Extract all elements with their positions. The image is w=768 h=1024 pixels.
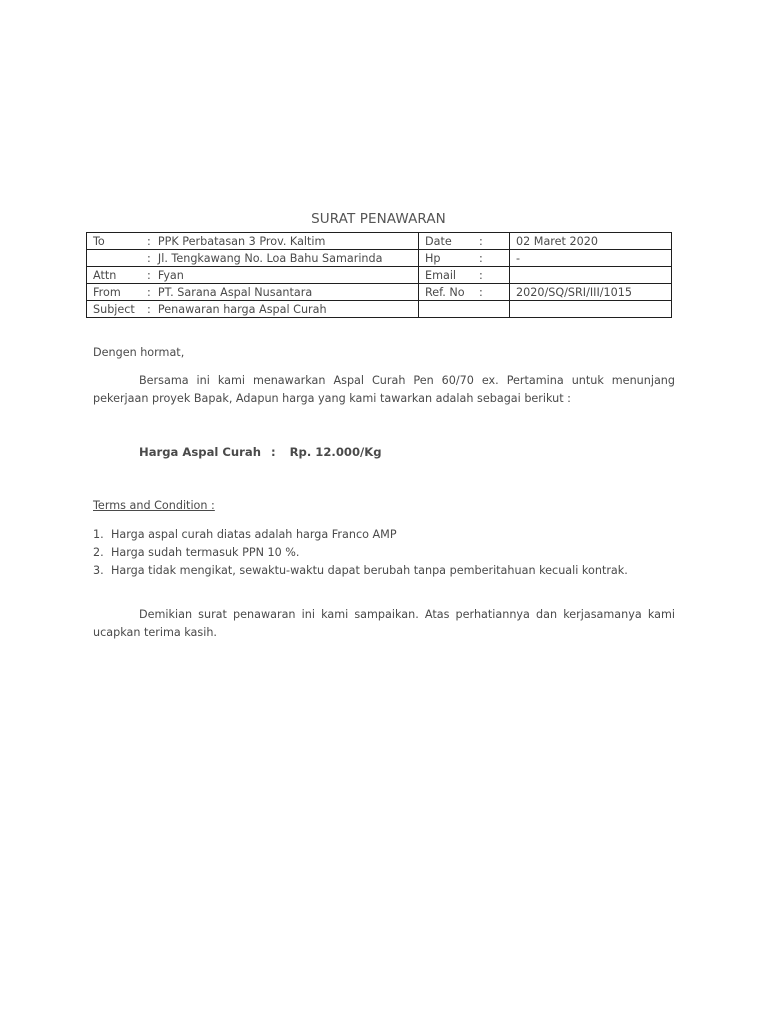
term-text: Harga aspal curah diatas adalah harga Franco AMP bbox=[111, 528, 397, 541]
header-cell-label2 bbox=[419, 301, 510, 318]
header-value: Penawaran harga Aspal Curah bbox=[157, 302, 327, 316]
header-colon: : bbox=[147, 234, 151, 248]
list-item bbox=[93, 562, 628, 580]
header-cell-label-value bbox=[87, 267, 419, 284]
intro-paragraph-text: Bersama ini kami menawarkan Aspal Curah Pen 60/70 ex. Pertamina untuk menunjang pekerjaan proyek Bapak, Adapun harga yang kami tawarkan adalah sebagai berikut : bbox=[93, 374, 675, 405]
header-label: Subject bbox=[93, 302, 135, 316]
list-item bbox=[93, 544, 628, 562]
header-cell-value2: - bbox=[510, 250, 672, 267]
header-label: From bbox=[93, 285, 121, 299]
header-cell-label2 bbox=[419, 267, 510, 284]
header-cell-value2 bbox=[510, 267, 672, 284]
header-row bbox=[87, 250, 672, 267]
header-colon: : bbox=[479, 285, 483, 299]
price-label: Harga Aspal Curah bbox=[139, 445, 261, 459]
header-cell-value2 bbox=[510, 301, 672, 318]
intro-paragraph bbox=[93, 372, 675, 408]
header-value: Fyan bbox=[157, 268, 184, 282]
term-text: Harga tidak mengikat, sewaktu-waktu dapat berubah tanpa pemberitahuan kecuali kontrak. bbox=[111, 564, 628, 577]
header-cell-label-value bbox=[87, 233, 419, 250]
term-text: Harga sudah termasuk PPN 10 %. bbox=[111, 546, 300, 559]
price-separator: : bbox=[270, 445, 276, 459]
header-cell-label-value bbox=[87, 301, 419, 318]
header-row bbox=[87, 301, 672, 318]
terms-title: Terms and Condition : bbox=[93, 499, 215, 512]
header-colon: : bbox=[147, 285, 151, 299]
document-title: SURAT PENAWARAN bbox=[311, 211, 446, 227]
term-number: 3. bbox=[93, 564, 104, 577]
header-row bbox=[87, 233, 672, 250]
header-cell-label2 bbox=[419, 250, 510, 267]
header-cell-label-value bbox=[87, 250, 419, 267]
header-label2: Ref. No bbox=[425, 285, 465, 299]
header-label2: Hp bbox=[425, 251, 441, 265]
header-cell-value2: 2020/SQ/SRI/III/1015 bbox=[510, 284, 672, 301]
header-value: PT. Sarana Aspal Nusantara bbox=[157, 285, 313, 299]
price-value: Rp. 12.000/Kg bbox=[289, 445, 382, 459]
closing-paragraph-text: Demikian surat penawaran ini kami sampaikan. Atas perhatiannya dan kerjasamanya kami ucapkan terima kasih. bbox=[93, 608, 675, 639]
header-row bbox=[87, 267, 672, 284]
header-cell-label2 bbox=[419, 233, 510, 250]
header-colon: : bbox=[147, 251, 151, 265]
header-value: PPK Perbatasan 3 Prov. Kaltim bbox=[157, 234, 326, 248]
header-colon: : bbox=[147, 302, 151, 316]
header-label2: Date bbox=[425, 234, 452, 248]
header-cell-value2: 02 Maret 2020 bbox=[510, 233, 672, 250]
greeting: Dengen hormat, bbox=[93, 346, 185, 359]
header-cell-label-value bbox=[87, 284, 419, 301]
header-colon: : bbox=[479, 234, 483, 248]
header-label: To bbox=[93, 234, 105, 248]
list-item bbox=[93, 526, 628, 544]
header-label: Attn bbox=[93, 268, 117, 282]
header-row bbox=[87, 284, 672, 301]
closing-paragraph bbox=[93, 606, 675, 642]
header-colon: : bbox=[479, 251, 483, 265]
term-number: 2. bbox=[93, 546, 104, 559]
header-cell-label2 bbox=[419, 284, 510, 301]
terms-list bbox=[93, 526, 628, 580]
header-label2: Email bbox=[425, 268, 457, 282]
header-table bbox=[86, 232, 672, 318]
header-colon: : bbox=[147, 268, 151, 282]
header-colon: : bbox=[479, 268, 483, 282]
term-number: 1. bbox=[93, 528, 104, 541]
header-value: Jl. Tengkawang No. Loa Bahu Samarinda bbox=[157, 251, 383, 265]
price-line bbox=[139, 445, 382, 459]
